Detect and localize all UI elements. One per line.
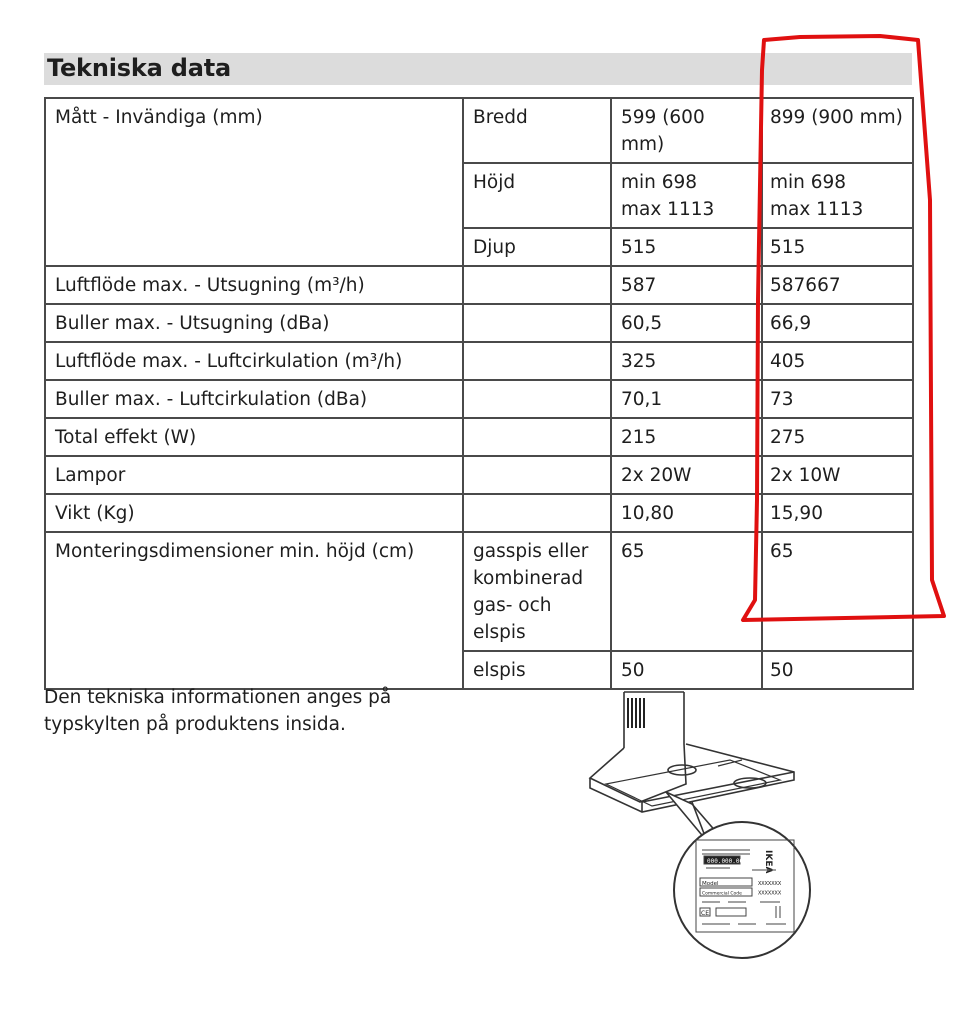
- sub-label: [463, 456, 611, 494]
- ce-mark: CE: [701, 910, 709, 917]
- value-600: 215: [611, 418, 762, 456]
- value-600: 599 (600 mm): [611, 98, 762, 163]
- table-row: [45, 304, 913, 342]
- sub-label: Höjd: [463, 163, 611, 228]
- value-900: 2x 10W: [762, 456, 913, 494]
- row-label: Monteringsdimensioner min. höjd (cm): [45, 532, 463, 689]
- sub-label: gasspis eller kombinerad gas- och elspis: [463, 532, 611, 651]
- row-label: Total effekt (W): [45, 418, 463, 456]
- table-row: [45, 98, 913, 163]
- section-header: [44, 53, 912, 85]
- footnote: Den tekniska informationen anges på typskylten på produktens insida.: [44, 687, 392, 735]
- row-label: Mått - Invändiga (mm): [45, 98, 463, 266]
- value-900: 66,9: [762, 304, 913, 342]
- spec-table: [44, 97, 914, 690]
- sub-label: [463, 266, 611, 304]
- table-row: [45, 266, 913, 304]
- value-900: 587667: [762, 266, 913, 304]
- table-row: [45, 418, 913, 456]
- table-row: [45, 532, 913, 651]
- vent-grille-icon: [628, 698, 644, 728]
- sub-label: [463, 304, 611, 342]
- section-title: Tekniska data: [47, 54, 231, 82]
- value-900: 405: [762, 342, 913, 380]
- value-600: 65: [611, 532, 762, 651]
- value-600: 515: [611, 228, 762, 266]
- sub-label: Bredd: [463, 98, 611, 163]
- value-600: 70,1: [611, 380, 762, 418]
- sub-label: Djup: [463, 228, 611, 266]
- row-label: Buller max. - Utsugning (dBa): [45, 304, 463, 342]
- value-900: 50: [762, 651, 913, 689]
- value-900: 65: [762, 532, 913, 651]
- value-600: 60,5: [611, 304, 762, 342]
- row-label: Vikt (Kg): [45, 494, 463, 532]
- range-hood-illustration: [580, 680, 820, 970]
- plate-model-value: XXXXXXX: [758, 881, 782, 887]
- value-900: 275: [762, 418, 913, 456]
- value-600: 325: [611, 342, 762, 380]
- row-label: Lampor: [45, 456, 463, 494]
- table-row: [45, 342, 913, 380]
- sub-label: [463, 342, 611, 380]
- value-600: min 698 max 1113: [611, 163, 762, 228]
- row-label: Luftflöde max. - Utsugning (m³/h): [45, 266, 463, 304]
- value-900: 515: [762, 228, 913, 266]
- table-row: [45, 494, 913, 532]
- value-600: 587: [611, 266, 762, 304]
- plate-model-label: Model: [702, 881, 719, 887]
- value-600: 10,80: [611, 494, 762, 532]
- row-label: Buller max. - Luftcirkulation (dBa): [45, 380, 463, 418]
- sub-label: [463, 380, 611, 418]
- value-900: min 698 max 1113: [762, 163, 913, 228]
- plate-serial: 000.000.00: [707, 858, 744, 865]
- sub-label: [463, 494, 611, 532]
- value-900: 15,90: [762, 494, 913, 532]
- value-900: 899 (900 mm): [762, 98, 913, 163]
- brand-logo: IKEA: [763, 850, 773, 874]
- sub-label: elspis: [463, 651, 611, 689]
- table-row: [45, 456, 913, 494]
- value-600: 50: [611, 651, 762, 689]
- plate-commercial-code-value: XXXXXXX: [758, 890, 782, 897]
- value-900: 73: [762, 380, 913, 418]
- value-600: 2x 20W: [611, 456, 762, 494]
- sub-label: [463, 418, 611, 456]
- table-row: [45, 380, 913, 418]
- row-label: Luftflöde max. - Luftcirkulation (m³/h): [45, 342, 463, 380]
- plate-commercial-code-label: Commercial Code: [702, 891, 742, 897]
